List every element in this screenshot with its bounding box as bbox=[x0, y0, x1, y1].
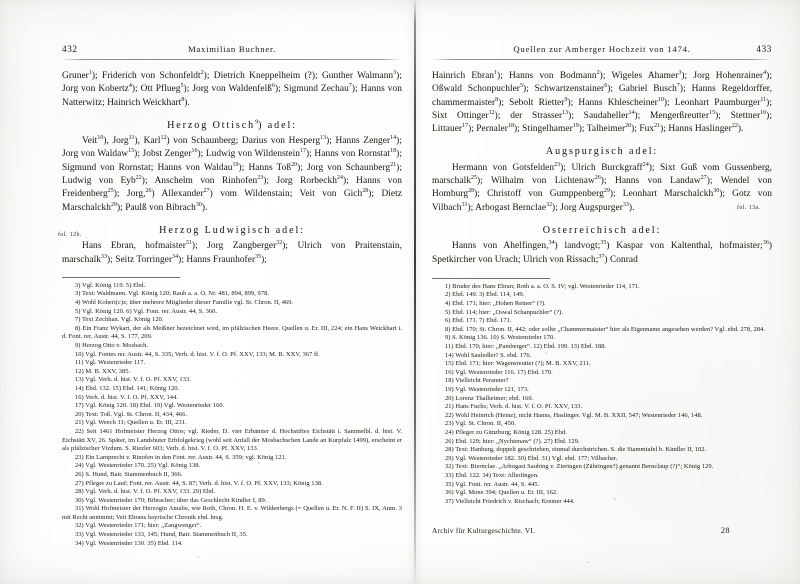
footnote-entry: 34) Vgl. Westenrieder 130. 35) Ebd. 114. bbox=[75, 539, 183, 547]
section-heading: Augspurgisch adel: bbox=[545, 146, 659, 158]
footnote-ref: 12 bbox=[160, 135, 167, 142]
footnote-ref: 34 bbox=[548, 240, 555, 247]
footnote-ref: 2 bbox=[596, 69, 600, 76]
footnote-ref: 10 bbox=[97, 135, 104, 142]
footnote-ref: 29 bbox=[110, 201, 117, 208]
footnote-ref: 34 bbox=[172, 253, 179, 260]
footnote-ref: 26 bbox=[594, 174, 601, 181]
footnote-entry: 1) Bruder des Hans Ebran; Roth a. a. O. S. IV; vgl. Westenrieder 114, 171. bbox=[445, 282, 640, 290]
footnote-ref: 8 bbox=[495, 96, 499, 103]
footnote-ref: 5 bbox=[519, 83, 523, 90]
book-gutter-line bbox=[414, 0, 416, 584]
page-footer bbox=[432, 526, 772, 535]
footnote-ref: 32 bbox=[546, 201, 553, 208]
footnote-ref: 29 bbox=[603, 188, 610, 195]
footnote-ref: 27 bbox=[203, 188, 210, 195]
footnote-ref: 9 bbox=[564, 96, 568, 103]
footnote-ref: 7 bbox=[676, 83, 680, 90]
right-running-title: Quellen zur Amberger Hochzeit von 1474. bbox=[513, 44, 691, 54]
right-body-text bbox=[432, 70, 772, 267]
footnote-entry: 26) Ebd. 129; hier: „Nychtenaw“ (?). 27) Ebd. 129. bbox=[445, 437, 580, 445]
footnote-ref: 3 bbox=[678, 69, 682, 76]
right-footnotes bbox=[432, 283, 772, 506]
footnote-entry: 16) Vgl. Westenrieder 116. 17) Ebd. 170. bbox=[445, 368, 553, 376]
footnote-entry: 29) Vgl. Westenrieder 182. 30) Ebd. 31) Vgl. ebd. 177; Vilbacher. bbox=[445, 454, 618, 462]
footnote-entry: 10) Vgl. Fontes rer. Austr. 44, S. 335; Verh. d. hist. V. f. O. Pf. XXV, 133; M. B. XXV, 367 ff. bbox=[75, 350, 320, 358]
footnote-entry: 28) Text: Hanburg, doppelt geschrieben, einmal durchstrichen. S. die Stammtafel b. Kindler II, 102. bbox=[445, 446, 707, 454]
footnote-ref: 19 bbox=[232, 161, 239, 168]
footnote-ref: 30 bbox=[713, 188, 720, 195]
footnote-entry: 16) Verh. d. hist. V. f. O. Pf. XXV, 144. bbox=[75, 393, 178, 401]
scan-speck bbox=[587, 561, 589, 563]
footnote-ref: 19 bbox=[572, 123, 579, 130]
footnote-entry: 2) Ebd. 149. 3) Ebd. 114, 149. bbox=[445, 291, 525, 299]
footnote-ref: 20 bbox=[625, 123, 632, 130]
left-head-rule bbox=[62, 59, 402, 60]
footnote-entry: 35) Vgl. Font. rer. Austr. 44, S. 445. bbox=[445, 480, 540, 488]
footnote-ref: 32 bbox=[276, 240, 283, 247]
footnote-ref: 17 bbox=[462, 123, 469, 130]
footnote-ref: 8 bbox=[181, 96, 185, 103]
footnote-entry: 36) Vgl. Mone 394; Quellen u. Er. III, 162. bbox=[445, 489, 558, 497]
right-footnote-rule bbox=[432, 278, 550, 279]
footnote-entry: 30) Vgl. Westenrieder 170; Bibracher; über das Geschlecht Kindler I, 89. bbox=[75, 496, 267, 504]
footnote-entry: 28) Vgl. Verh. d. hist. V. f. O. Pf. XXV, 133. 29) Ebd. bbox=[75, 488, 216, 496]
section-heading: Herzog Ottisch$^9$) adel: bbox=[167, 119, 297, 131]
footnote-ref: 22 bbox=[731, 123, 738, 130]
footnote-entry: 18) Vielleicht Peranner? bbox=[445, 377, 509, 385]
footnote-entry: 24) Pfleger zu Günzburg; König 128. 25) Ebd. bbox=[445, 428, 567, 436]
footnote-ref: 13 bbox=[562, 109, 569, 116]
footnote-ref: 2 bbox=[200, 69, 204, 76]
right-folio-number: 433 bbox=[756, 44, 772, 54]
body-paragraph: Gruner$^1$); Friderich von Schonfeldt$^2$); Dietrich Kneppelheim (?); Gunther Walmann$^3$); Jorg von Kobertz$^4$); Ott Pflueg$^5$); Jorg von Waldenfelß$^6$); Sigmund Zechau$^7$); Hanns von Natterwitz; Hainrich Weickhart$^8$). bbox=[62, 69, 403, 108]
footnote-ref: 4 bbox=[763, 69, 767, 76]
footnote-ref: 16 bbox=[760, 109, 767, 116]
footnote-ref: 28 bbox=[362, 188, 369, 195]
footnote-entry: 3) Vgl. König 119. 5) Ebd. bbox=[75, 281, 146, 289]
footnote-entry: 17) Vgl. König 120. 18) Ebd. 19) Vgl. Westenrieder 160. bbox=[75, 402, 225, 410]
right-page-column bbox=[432, 0, 772, 506]
body-paragraph: Hainrich Ebran$^1$); Hanns von Bodmann$^2$); Wigeles Ahamer$^3$); Jorg Hohenrainer$^4$); Oßwald Schonpuchler$^5$); Schwartzenstainer$^6$); Gabriel Busch$^7$); Hanns Regeldorffer, chammermaister$^8$); Sebolt Rietter$^9$); Hanns Khlescheiner$^{10}$); Leonhart Paumburger$^{11}$); Sixt Ottinger$^{12}$); der Strasser$^{13}$); Saudaheller$^{14}$); Mengerßreutter$^{15}$); Stettner$^{16}$); Littauer$^{17}$); Pernaler$^{18}$); Stingelhamer$^{19}$); Talheimer$^{20}$); Fux$^{21}$); Hanns Haslinger$^{22}$). bbox=[432, 69, 772, 135]
footnote-ref: 18 bbox=[390, 148, 397, 155]
footnote-ref: 33 bbox=[622, 201, 629, 208]
footnote-ref: 17 bbox=[300, 148, 307, 155]
left-page-column bbox=[62, 0, 402, 548]
section-heading: Osterreichisch adel: bbox=[542, 224, 662, 236]
footnote-ref: 26 bbox=[145, 188, 152, 195]
footnote-entry: 33) Vgl. Westenrieder 133, 145; Hund, Bair. Stammenbuch II, 35. bbox=[75, 531, 248, 539]
footnote-entry: 22) Seit 1461 Hofmeister Herzog Ottos; vgl. Rieder, D. vier Erbämter d. Hochstiftes Eichstätt i. Sammelbl. d. hist. V. Eichstätt XV, 26. Später, im Landshuter Erbfolgekrieg (wohl seit Anfall der Mosbachschen Lande an Kurpfalz 1499), erscheint er als pfälzischer Vizdum. S. Riezler 603; Verh. d. hist. V. f. O. Pf. XXV, 133. bbox=[62, 427, 402, 453]
footnote-entry: 21) Vgl. Weech 11; Quellen u. Er. III, 231. bbox=[75, 419, 187, 427]
footer-series-title: Archiv für Kulturgeschichte. VI. bbox=[432, 526, 536, 535]
footnote-ref: 36 bbox=[762, 240, 769, 247]
footnote-entry: 37) Vielleicht Friedrich v. Rischach; Kremer 444. bbox=[445, 497, 575, 505]
footnote-ref: 13 bbox=[320, 135, 327, 142]
footnote-entry: 12) M. B. XXV, 385. bbox=[75, 367, 131, 375]
marginal-folio-marker-12b: fol. 12b. bbox=[58, 232, 82, 238]
footnote-ref: 15 bbox=[128, 148, 135, 155]
footnote-ref: 1 bbox=[88, 69, 92, 76]
footnote-ref: 14 bbox=[628, 109, 635, 116]
right-head-rule bbox=[432, 59, 772, 60]
footnote-entry: 5) Ebd. 114; hier: „Oswal Schanpuchler“ (?). bbox=[445, 308, 563, 316]
left-footnote-rule bbox=[62, 277, 180, 278]
footnote-entry: 14) Wohl Sauledler? S. ebd. 176. bbox=[445, 351, 532, 359]
footnote-ref: 15 bbox=[709, 109, 716, 116]
footnote-entry: 14) Ebd. 132. 15) Ebd. 141; König 120. bbox=[75, 384, 180, 392]
footnote-ref: 6 bbox=[604, 83, 608, 90]
footnote-entry: 8) Ein Franz Wykart, der als Meißner bezeichnet wird, im pfälzischen Heere. Quellen u. Er. III, 224; ein Hans Weickhart i. d. Font. rer. Austr. 44, S. 177, 209. bbox=[62, 324, 402, 341]
signature-number: 28 bbox=[720, 526, 730, 535]
footnote-entry: 11) Ebd. 170; hier: „Pamberger“. 12) Ebd. 199. 13) Ebd. 188. bbox=[445, 343, 607, 351]
footnote-entry: 21) Hans Fuchs; Verh. d. hist. V. f. O. Pf. XXV, 133. bbox=[445, 403, 583, 411]
section-heading: Herzog Ludwigisch adel: bbox=[159, 224, 305, 236]
footnote-ref: 14 bbox=[390, 135, 397, 142]
footnote-ref: 5 bbox=[180, 83, 184, 90]
body-paragraph: Veit$^{10}$), Jorg$^{11}$), Karl$^{12}$) von Schaunberg; Darius von Hesperg$^{13}$); Hanns Zenger$^{14}$); Jorg von Waldaw$^{15}$); Jobst Zenger$^{16}$); Ludwig von Wildenstein$^{17}$); Hanns von Rornstat$^{18}$); Sigmund von Rornstat; Hanns von Waldau$^{19}$); Hanns Toß$^{20}$); Jorg von Schaunberg$^{21}$); Ludwig von Eyb$^{22}$); Anschelm von Rinhofen$^{23}$); Jorg Rorbeckh$^{24}$); Hanns von Freidenberg$^{25}$); Jorg,$^{26}$) Allexander$^{27}$) vom Wildenstain; Veit von Gich$^{28}$); Dietz Marschalckh$^{29}$); Paulß von Bibrach$^{30}$). bbox=[62, 135, 403, 213]
footnote-ref: 31 bbox=[461, 201, 468, 208]
footnote-ref: 1 bbox=[494, 69, 498, 76]
footnote-ref: 35 bbox=[600, 240, 607, 247]
footnote-entry: 23) Ein Lamprecht v. Rinofen in den Font. rer. Austr. 44, S. 359; vgl. König 121. bbox=[75, 453, 287, 461]
footnote-entry: 5) Vgl. König 120. 6) Vgl. Font. rer. Austr. 44, S. 360. bbox=[75, 307, 218, 315]
footnote-entry: 4) Wohl Koberi(c)z; über mehrere Mitglieder dieser Familie vgl. St. Chron. II, 469. bbox=[75, 299, 294, 307]
footnote-entry: 3) Text: Waldmann. Vgl. König 120; Raub a. a. O. Nr. 481, 894, 899, 978. bbox=[75, 290, 270, 298]
footnote-ref: 30 bbox=[195, 201, 202, 208]
footnote-ref: 31 bbox=[185, 240, 192, 247]
footnote-ref: 27 bbox=[700, 174, 707, 181]
footnote-ref: 33 bbox=[100, 253, 107, 260]
footnote-ref: 21 bbox=[654, 123, 661, 130]
footnote-ref: 10 bbox=[657, 96, 664, 103]
footnote-ref: 35 bbox=[255, 253, 262, 260]
footnote-entry: 9) Herzog Otto v. Mosbach. bbox=[75, 342, 149, 350]
body-paragraph: Hans Ebran, hofmaister$^{31}$); Jorg Zangberger$^{32}$); Ulrich von Praitenstain, marschalk$^{33}$); Seitz Torringer$^{34}$); Hanns Fraunhofer$^{35}$); bbox=[62, 240, 403, 265]
body-paragraph: Hanns von Ahelfingen,$^{34}$) landvogt;$^{35}$) Kaspar von Kaltenthal, hofmaister;$^{36}$) Spetkircher von Urach; Ulrich von Rissach;$^{37}$) Conrad bbox=[432, 240, 772, 265]
footnote-ref: 25 bbox=[107, 188, 114, 195]
footnote-entry: 11) Vgl. Westenrieder 117. bbox=[75, 359, 146, 367]
left-folio-number: 432 bbox=[62, 44, 78, 54]
footnote-entry: 7) Text Zechhan. Vgl. König 120. bbox=[75, 316, 164, 324]
footnote-ref: 22 bbox=[135, 174, 142, 181]
footnote-ref: 24 bbox=[336, 174, 343, 181]
footnote-ref: 23 bbox=[257, 174, 264, 181]
footnote-ref: 18 bbox=[507, 123, 514, 130]
footnote-entry: 23) Vgl. St. Chron. II, 450. bbox=[445, 420, 516, 428]
footnote-ref: 11 bbox=[760, 96, 767, 103]
footnote-ref: 25 bbox=[470, 174, 477, 181]
left-body-text bbox=[62, 70, 402, 267]
footnote-ref: 4 bbox=[128, 83, 132, 90]
footnote-entry: 33) Ebd. 122. 34) Text: Alhofingen. bbox=[445, 471, 539, 479]
footnote-entry: 22) Wohl Heinrich (Heinz), nicht Hanns, Haslinger. Vgl. M. B. XXII, 547; Westenrieder 146, 148. bbox=[445, 411, 703, 419]
footnote-entry: 8) Ebd. 170; St. Chron. II, 442; oder sollte „Chammermaister“ hier als Eigenname angesehen werden? Vgl. ebd. 278, 284. bbox=[445, 325, 765, 333]
footnote-entry: 24) Vgl. Westenrieder 170. 25) Vgl. König 138. bbox=[75, 462, 201, 470]
right-running-head bbox=[432, 44, 772, 70]
footnote-entry: 6) Ebd. 171. 7) Ebd. 171. bbox=[445, 317, 512, 325]
footnote-entry: 20) Lorenz Thalheimer; ebd. 160. bbox=[445, 394, 534, 402]
footnote-ref: 12 bbox=[488, 109, 495, 116]
footnote-entry: 19) Vgl. Westenrieder 121, 173. bbox=[445, 385, 529, 393]
footnote-ref: 20 bbox=[291, 161, 298, 168]
footnote-ref: 16 bbox=[191, 148, 198, 155]
left-footnotes bbox=[62, 282, 402, 548]
left-running-title: Maximilian Buchner. bbox=[187, 44, 277, 54]
scan-speck bbox=[197, 556, 199, 558]
body-paragraph: Hermann von Gotsfelden$^{23}$); Ulrich Burckgraff$^{24}$); Sixt Guß vom Gussenberg, marschalk$^{25}$); Wilhalm von Lichtenaw$^{26}$); Hanns von Landaw$^{27}$); Wendel von Homburg$^{28}$); Christoff von Gumppenberg$^{29}$); Leonhart Marschalckh$^{30}$); Gotz von Vilbach$^{31}$); Arbogast Bernclae$^{32}$); Jorg Augspurger$^{33}$). bbox=[432, 161, 773, 213]
footnote-ref: 24 bbox=[642, 161, 649, 168]
footnote-entry: 4) Ebd. 171; hier: „Hohen Reiner“ (?). bbox=[445, 300, 546, 308]
footnote-entry: 32) Vgl. Westenrieder 171; hier: „Zangwenger“. bbox=[75, 522, 202, 530]
footnote-entry: 32) Text: Biernclae. „Arbogast Saubing v. Zieringen (Zähringen?) genannt Bernclaup (?)“; König 129. bbox=[445, 463, 714, 471]
footnote-entry: 27) Pfleger zu Lauf; Font. rer. Austr. 44, S. 87; Verh. d. hist. V. f. O. Pf. XXV, 133; König 138. bbox=[75, 479, 323, 487]
footnote-ref: 9 bbox=[255, 119, 259, 126]
footnote-entry: 20) Text: Toß. Vgl. St. Chron. II, 434, 466. bbox=[75, 410, 188, 418]
footnote-ref: 11 bbox=[128, 135, 135, 142]
footnote-ref: 6 bbox=[271, 83, 275, 90]
footnote-ref: 21 bbox=[390, 161, 397, 168]
footnote-entry: 26) S. Hund, Bair. Stammenbuch II, 366. bbox=[75, 470, 183, 478]
footnote-ref: 7 bbox=[348, 83, 352, 90]
footnote-entry: 9) S. König 136. 10) S. Westenrieder 170. bbox=[445, 334, 555, 342]
footnote-ref: 3 bbox=[393, 69, 397, 76]
footnote-ref: 37 bbox=[598, 253, 605, 260]
marginal-folio-marker-13a: fol. 13a. bbox=[737, 205, 761, 211]
footnote-entry: 13) Vgl. Verh. d. hist. V. f. O. Pf. XXV, 133. bbox=[75, 376, 191, 384]
left-running-head bbox=[62, 44, 402, 70]
footnote-entry: 15) Ebd. 171; hier: Wagensreutter (?); M. B. XXV, 211. bbox=[445, 360, 591, 368]
footnote-ref: 23 bbox=[554, 161, 561, 168]
footnote-entry: 31) Wohl Hofmeister der Herzogin Amalie, wie Roth, Chron. H. E. v. Wildenbergs (= Quellen u. Er. N. F. II) S. IX, Anm. 3 mit Recht annimmt; Veit Ebrans bayrische Chronik ebd. hrsg. bbox=[62, 505, 402, 521]
footnote-ref: 28 bbox=[468, 188, 475, 195]
